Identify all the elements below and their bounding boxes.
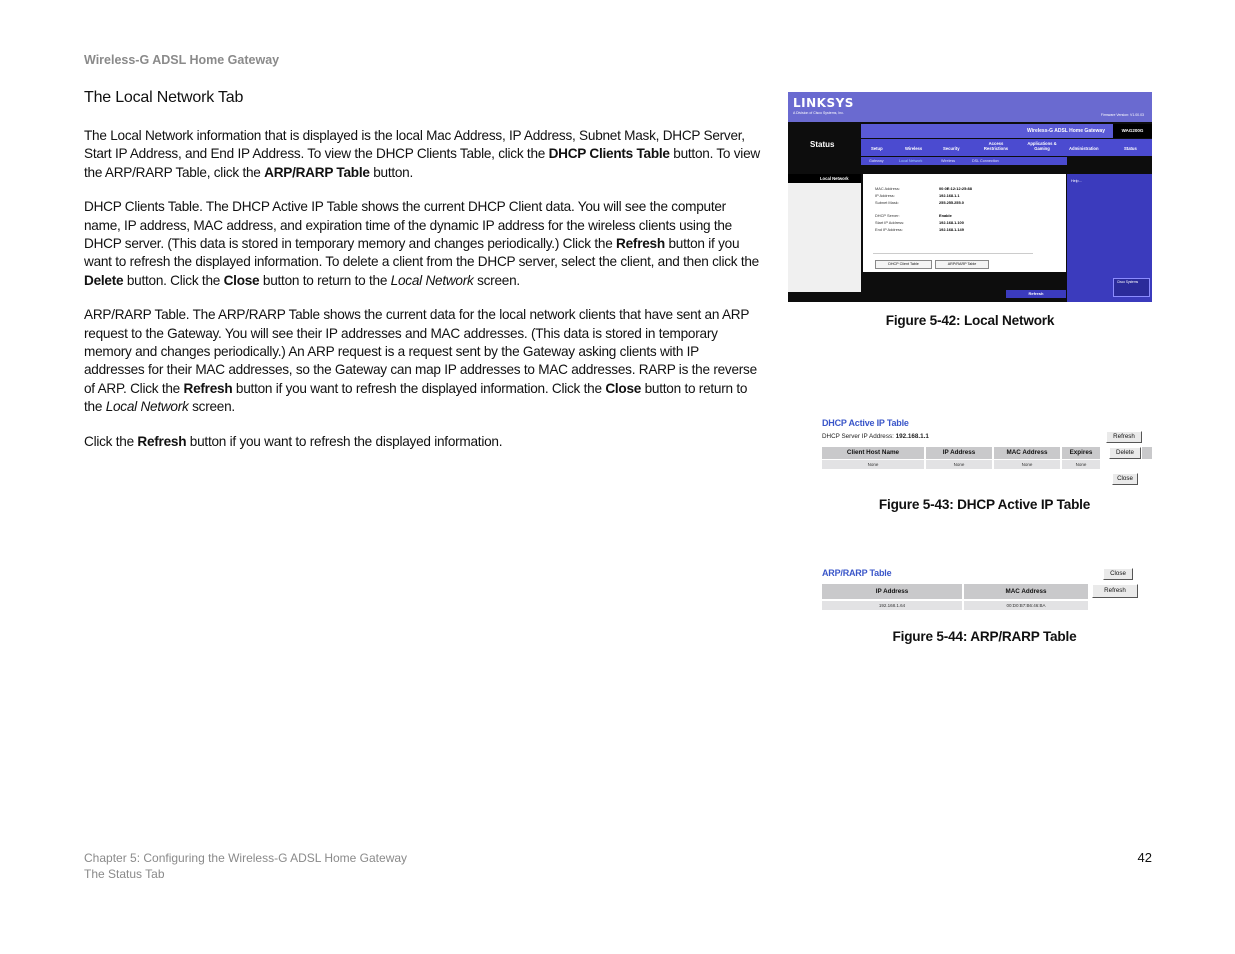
nav-administration[interactable]: Administration (1069, 146, 1099, 151)
cisco-logo: Cisco Systems (1113, 278, 1150, 297)
paragraph-refresh: Click the Refresh button if you want to refresh the displayed information. (84, 433, 503, 449)
figure-caption-5-43: Figure 5-43: DHCP Active IP Table (878, 497, 1091, 512)
nav-access-restrictions[interactable]: Access Restrictions (983, 141, 1009, 151)
nav-setup[interactable]: Setup (871, 146, 883, 151)
table-cell: 00:D0:B7:B6:46:BA (964, 601, 1088, 610)
col-expires: Expires (1062, 447, 1100, 459)
body-text (84, 127, 760, 467)
col-mac-address: MAC Address (994, 447, 1060, 459)
figure-caption-5-44: Figure 5-44: ARP/RARP Table (892, 629, 1077, 644)
section-label-bar: Local Network (788, 174, 861, 183)
help-panel (1067, 174, 1152, 302)
footer-section: The Status Tab (84, 867, 165, 881)
nav-wireless[interactable]: Wireless (905, 146, 923, 151)
field-label: Start IP Address: (875, 220, 905, 225)
running-header: Wireless-G ADSL Home Gateway (84, 53, 280, 67)
footer-chapter: Chapter 5: Configuring the Wireless-G ADSL Home Gateway (84, 851, 408, 865)
local-network-screenshot (788, 92, 1152, 302)
logo-subtitle: A Division of Cisco Systems, Inc. (793, 111, 844, 115)
router-sub-nav (861, 157, 1067, 165)
subnav-dsl-connection[interactable]: DSL Connection (972, 159, 999, 163)
model-number: WAG200G (1113, 124, 1152, 138)
nav-status[interactable]: Status (1124, 146, 1137, 151)
router-left-panel (788, 174, 861, 292)
subnav-local-network[interactable]: Local Network (899, 159, 923, 163)
field-label: End IP Address: (875, 227, 903, 232)
page-number: 42 (1137, 850, 1152, 865)
field-label: MAC Address: (875, 186, 900, 191)
table-cell: None (1062, 460, 1100, 469)
field-label: IP Address: (875, 193, 895, 198)
arp-table-title: ARP/RARP Table (822, 568, 892, 578)
arp-rarp-table (822, 567, 1152, 613)
firmware-version: Firmware Version: V1.00.03 (1100, 113, 1144, 117)
col-client-host-name: Client Host Name (822, 447, 924, 459)
router-content-panel (863, 174, 1066, 272)
table-cell: 192.168.1.64 (822, 601, 962, 610)
linksys-logo: LINKSYS (793, 96, 854, 110)
arp-rarp-table-button[interactable]: ARP/RARP Table (935, 260, 989, 269)
dhcp-active-ip-table (822, 418, 1152, 488)
paragraph-dhcp-clients: DHCP Clients Table. The DHCP Active IP Table shows the current DHCP Client data. You will see the computer name, IP address, MAC address, and expiration time of the dynamic IP address for the wireless clients using the DHCP server. (This data is stored in temporary memory and changes periodically.) Click the Refresh button if you want to refresh the displayed information. To delete a client from the DHCP server, select the client, and then click the Delete button. Click the Close button to return to the Local Network screen. (84, 199, 759, 288)
field-value: 192.168.1.1 (939, 193, 960, 198)
dhcp-table-title: DHCP Active IP Table (822, 418, 909, 428)
divider (873, 253, 1033, 254)
col-mac-address: MAC Address (964, 584, 1088, 599)
arp-refresh-button[interactable]: Refresh (1092, 584, 1138, 598)
router-main-nav (861, 139, 1152, 156)
page-footer (84, 850, 407, 882)
product-name-bar: Wireless-G ADSL Home Gateway (861, 124, 1113, 138)
refresh-button[interactable]: Refresh (1006, 290, 1066, 298)
router-header-bar (788, 92, 1152, 122)
field-value: 192.168.1.100 (939, 220, 964, 225)
table-edge (1142, 447, 1152, 459)
paragraph-local-network: The Local Network information that is displayed is the local Mac Address, IP Address, Subnet Mask, DHCP Server, Start IP Address, and End IP Address. To view the DHCP Clients Table, click the DHCP Clients Table button. To view the ARP/RARP Table, click the ARP/RARP Table button. (84, 128, 760, 180)
subnav-gateway[interactable]: Gateway (869, 159, 884, 163)
subnav-wireless[interactable]: Wireless (941, 159, 956, 163)
table-cell: None (994, 460, 1060, 469)
paragraph-arp-rarp: ARP/RARP Table. The ARP/RARP Table shows the current data for the local network clients that have sent an ARP request to the Gateway. You will see their IP addresses and MAC addresses. (This data is stored in temporary memory and changes periodically.) An ARP request is a request sent by the Gateway asking clients with IP addresses for their MAC addresses, so the Gateway can map IP addresses to MAC addresses. RARP is the reverse of ARP. Click the Refresh button if you want to refresh the displayed information. Click the Close button to return to the Local Network screen. (84, 307, 757, 415)
field-value: 192.168.1.149 (939, 227, 964, 232)
dhcp-delete-button[interactable]: Delete (1109, 447, 1141, 459)
section-title: The Local Network Tab (84, 89, 244, 106)
field-value: Enable (939, 213, 952, 218)
arp-close-button[interactable]: Close (1103, 568, 1133, 580)
table-cell: None (926, 460, 992, 469)
help-link[interactable]: Help... (1071, 179, 1082, 183)
col-ip-address: IP Address (926, 447, 992, 459)
page-label-status: Status (810, 140, 835, 149)
field-value: 00:0E:12:12:25:88 (939, 186, 972, 191)
field-label: DHCP Server: (875, 213, 900, 218)
nav-applications-gaming[interactable]: Applications & Gaming (1027, 141, 1057, 151)
dhcp-client-table-button[interactable]: DHCP Client Table (875, 260, 932, 269)
col-ip-address: IP Address (822, 584, 962, 599)
figure-caption-5-42: Figure 5-42: Local Network (885, 313, 1055, 328)
table-cell: None (822, 460, 924, 469)
dhcp-refresh-button[interactable]: Refresh (1106, 431, 1142, 443)
field-value: 255.255.255.0 (939, 200, 964, 205)
field-label: Subnet Mask: (875, 200, 899, 205)
dhcp-server-ip-label: DHCP Server IP Address: 192.168.1.1 (822, 433, 929, 440)
nav-security[interactable]: Security (943, 146, 960, 151)
dhcp-close-button[interactable]: Close (1112, 473, 1138, 485)
